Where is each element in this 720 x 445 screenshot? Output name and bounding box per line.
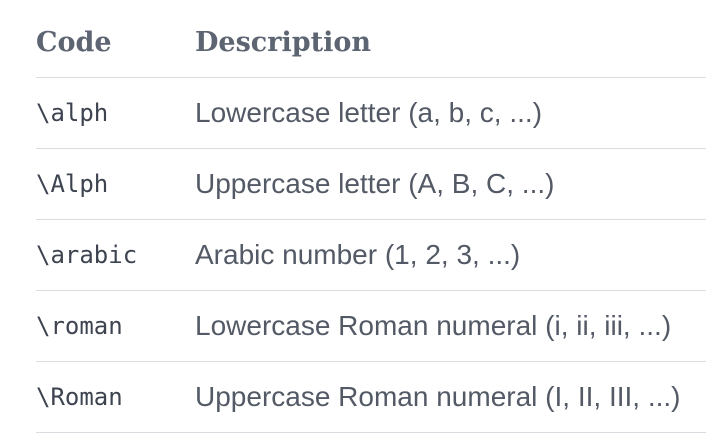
- description-cell: Uppercase letter (A, B, C, ...): [195, 149, 706, 220]
- description-cell: Arabic number (1, 2, 3, ...): [195, 220, 706, 291]
- counter-format-table-container: [36, 8, 706, 433]
- table-row: [36, 291, 706, 362]
- table-body: [36, 78, 706, 433]
- code-cell: \alph: [36, 78, 195, 149]
- header-row: [36, 8, 706, 78]
- description-cell: Uppercase Roman numeral (I, II, III, ...): [195, 362, 706, 433]
- counter-format-table: [36, 8, 706, 433]
- column-header-description: Description: [195, 8, 706, 78]
- table-row: [36, 149, 706, 220]
- description-cell: Lowercase Roman numeral (i, ii, iii, ...): [195, 291, 706, 362]
- table-row: [36, 220, 706, 291]
- column-header-code: Code: [36, 8, 195, 78]
- code-cell: \Roman: [36, 362, 195, 433]
- table-header: [36, 8, 706, 78]
- code-cell: \roman: [36, 291, 195, 362]
- code-cell: \Alph: [36, 149, 195, 220]
- code-cell: \arabic: [36, 220, 195, 291]
- table-row: [36, 362, 706, 433]
- description-cell: Lowercase letter (a, b, c, ...): [195, 78, 706, 149]
- table-row: [36, 78, 706, 149]
